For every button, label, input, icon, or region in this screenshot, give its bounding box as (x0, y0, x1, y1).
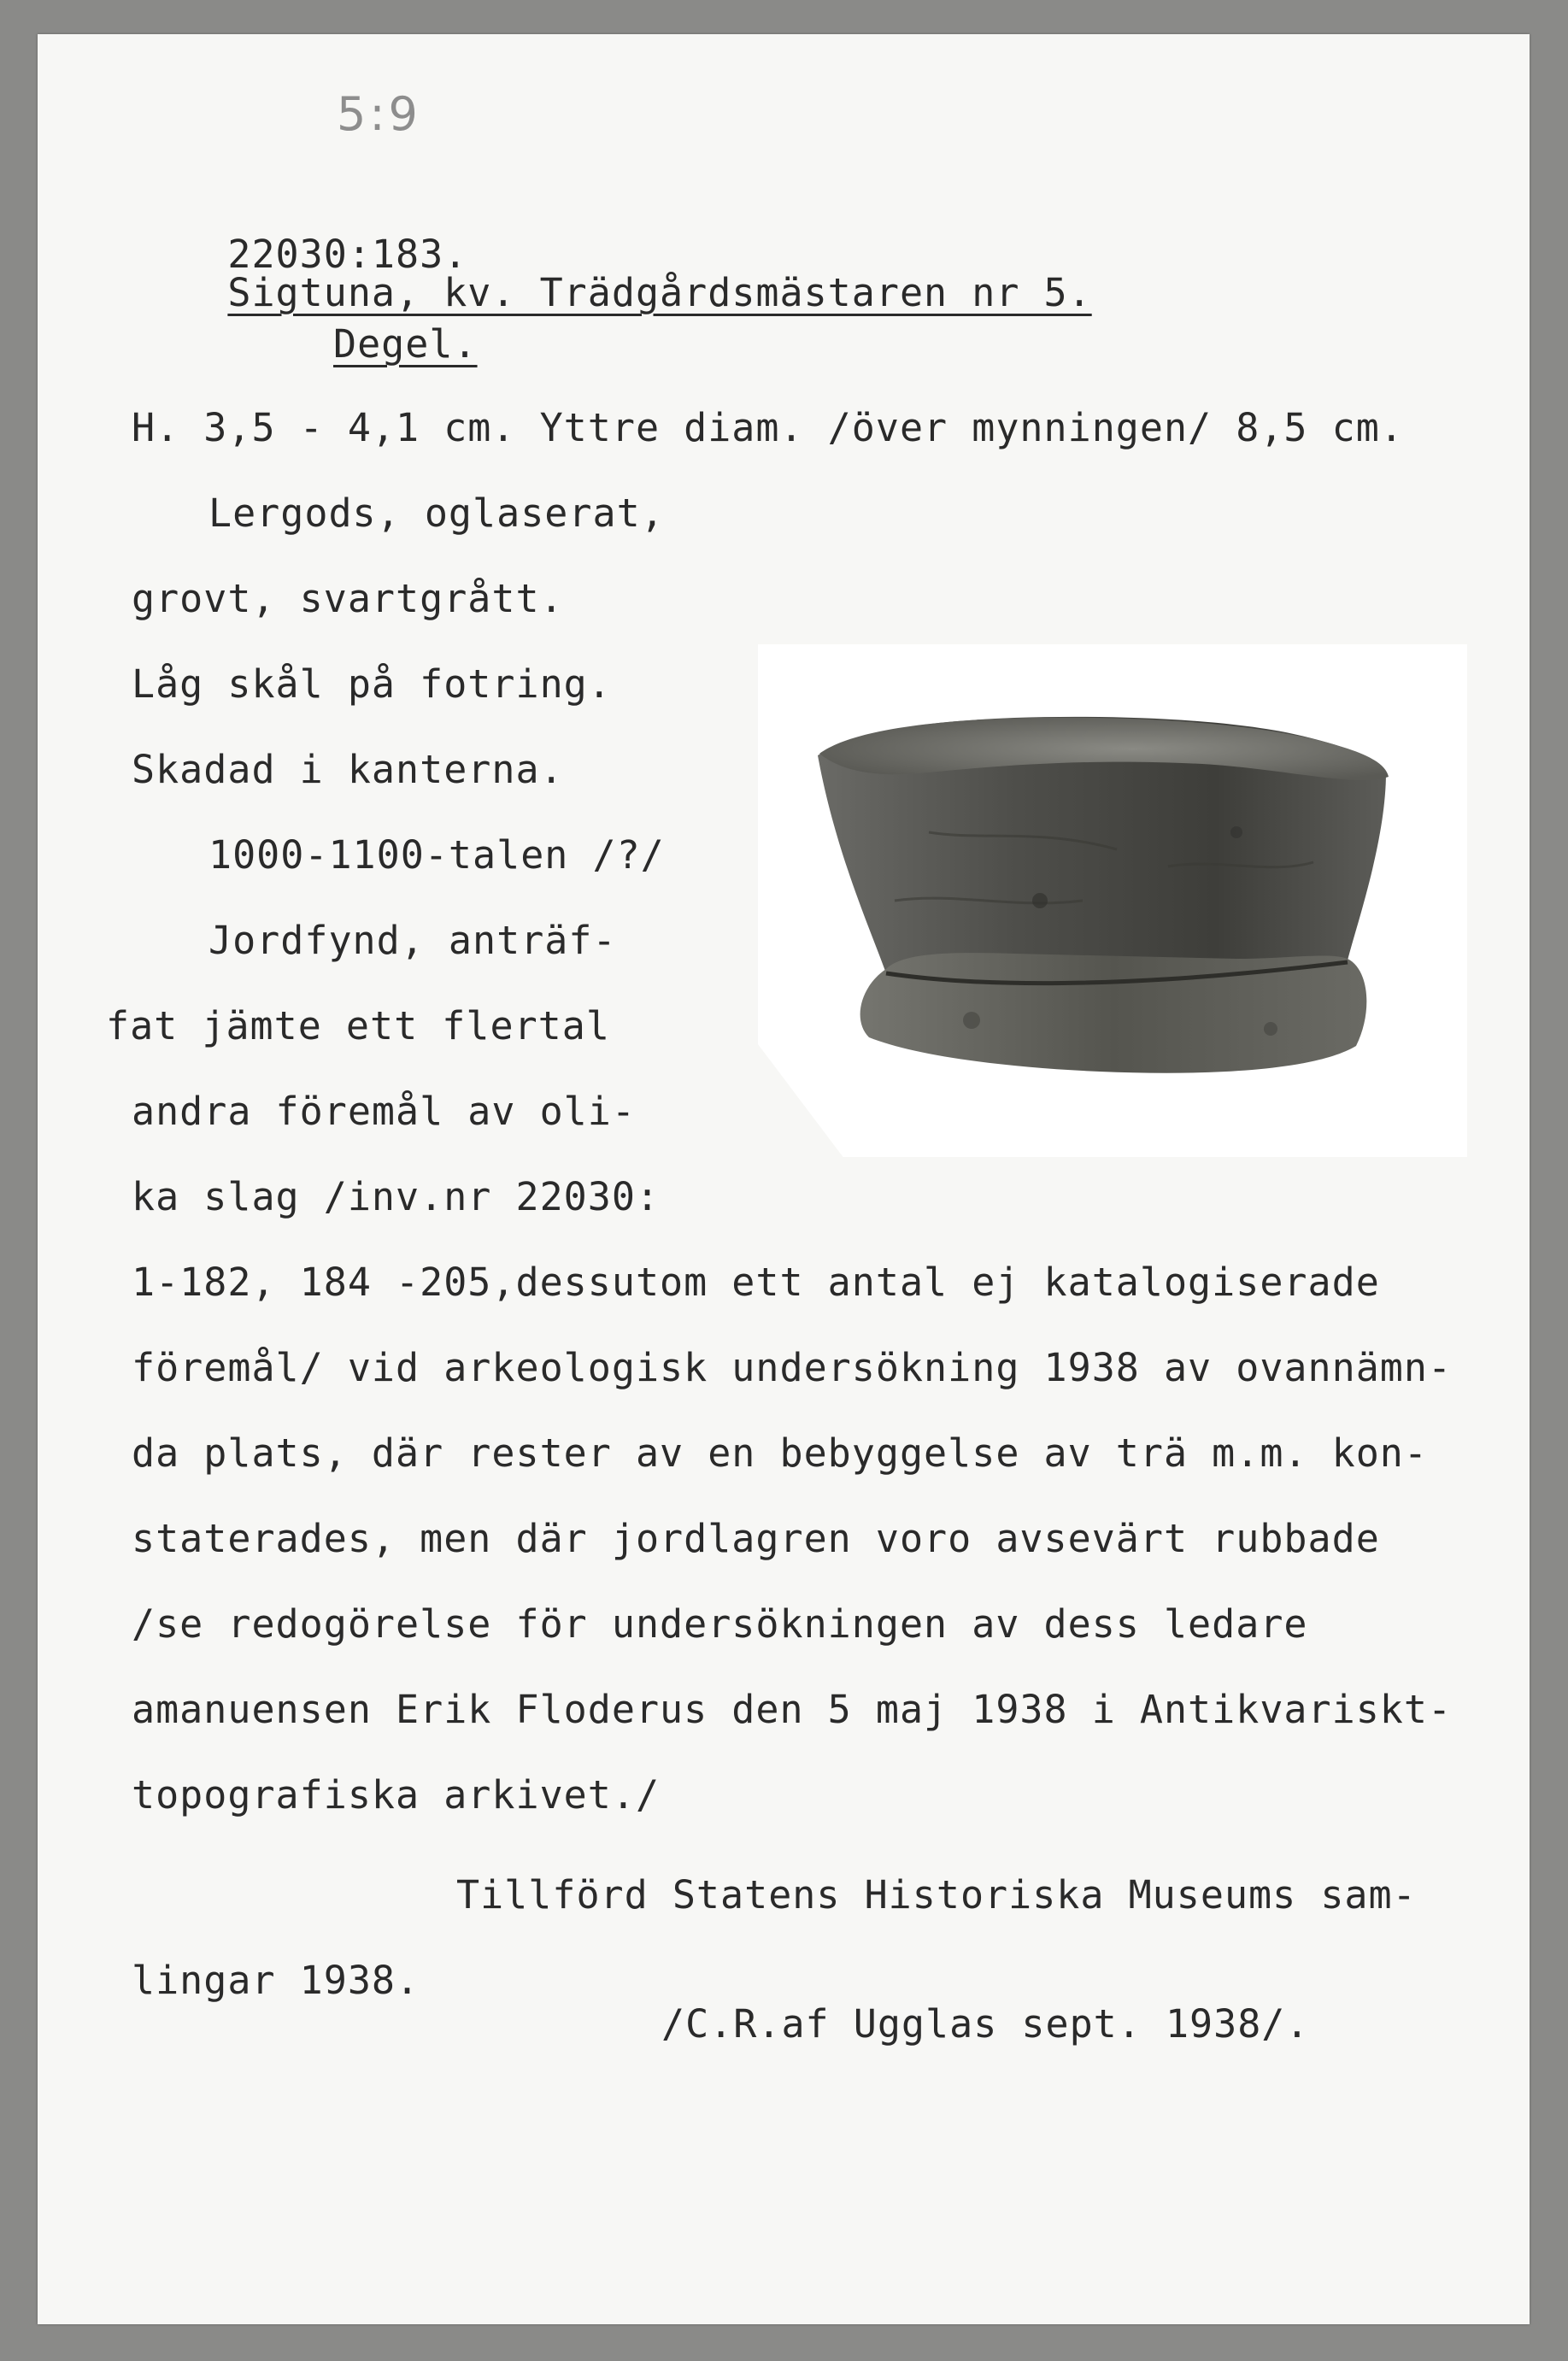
text-line: grovt, svartgrått. (132, 576, 564, 621)
text-line: Tillförd Statens Historiska Museums sam- (456, 1872, 1417, 1918)
text-line: fat jämte ett flertal (106, 1003, 610, 1048)
text-line: 1-182, 184 -205,dessutom ett antal ej katalogiserade (132, 1260, 1380, 1305)
catalog-card (38, 34, 1530, 2324)
text-line: topografiska arkivet./ (132, 1772, 661, 1818)
object-name: Degel. (333, 321, 478, 367)
text-line: staterades, men där jordlagren voro avsevärt rubbade (132, 1516, 1380, 1561)
text-line: Lergods, oglaserat, (208, 490, 665, 536)
text-line: amanuensen Erik Floderus den 5 maj 1938 i Antikvariskt- (132, 1687, 1453, 1732)
card-heading (132, 197, 1092, 350)
handwritten-number: 5:9 (337, 87, 421, 141)
text-line: andra föremål av oli- (132, 1089, 636, 1134)
text-line: lingar 1938. (132, 1958, 420, 2003)
crucible-photo (758, 644, 1467, 1157)
text-line: föremål/ vid arkeologisk undersökning 1938 av ovannämn- (132, 1345, 1453, 1390)
text-line: H. 3,5 - 4,1 cm. Yttre diam. /över mynningen/ 8,5 cm. (132, 405, 1404, 450)
text-line: ka slag /inv.nr 22030: (132, 1174, 661, 1219)
text-line: Låg skål på fotring. (132, 661, 612, 707)
text-line: Skadad i kanterna. (132, 747, 564, 792)
find-place: Sigtuna, kv. Trädgårdsmästaren nr 5. (227, 270, 1092, 315)
text-line: 1000-1100-talen /?/ (208, 832, 665, 878)
inventory-number: 22030:183. (227, 232, 468, 277)
crucible-image (758, 644, 1467, 1157)
text-line: Jordfynd, anträf- (208, 918, 617, 963)
text-line: da plats, där rester av en bebyggelse av trä m.m. kon- (132, 1430, 1428, 1476)
signature-line: /C.R.af Ugglas sept. 1938/. (661, 2001, 1310, 2047)
text-line: /se redogörelse för undersökningen av dess ledare (132, 1601, 1308, 1647)
